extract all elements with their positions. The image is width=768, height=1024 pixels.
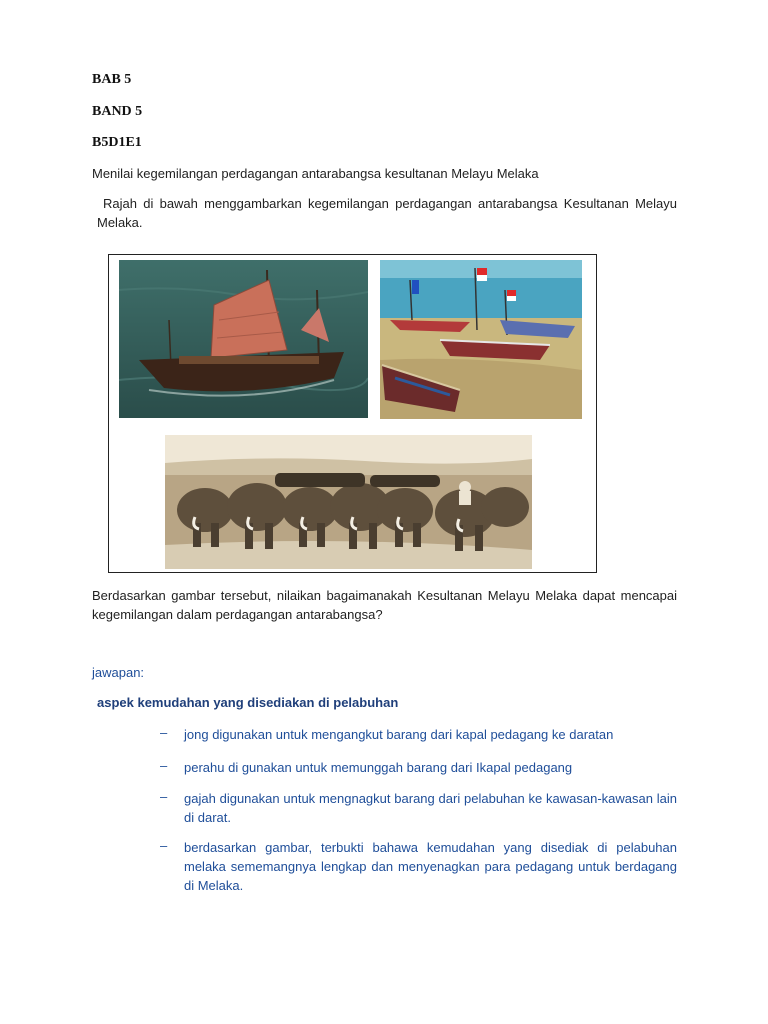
bullet-marker: – bbox=[160, 838, 168, 853]
fishing-boats-painting bbox=[380, 260, 582, 419]
bullet-marker: – bbox=[160, 758, 168, 773]
band-heading: BAND 5 bbox=[92, 104, 143, 119]
answer-label: jawapan: bbox=[92, 665, 145, 680]
figure-frame bbox=[108, 254, 597, 573]
code-heading: B5D1E1 bbox=[92, 135, 142, 150]
question-text: Berdasarkan gambar tersebut, nilaikan bagaimanakah Kesultanan Melayu Melaka dapat mencapai kegemilangan dalam perdagangan antarabangsa? bbox=[92, 588, 677, 622]
bab-heading: BAB 5 bbox=[92, 72, 132, 87]
answer-point: jong digunakan untuk mengangkut barang dari kapal pedagang ke daratan bbox=[184, 727, 614, 742]
ship-photo bbox=[119, 260, 368, 418]
answer-heading: aspek kemudahan yang disediakan di pelabuhan bbox=[97, 695, 399, 710]
answer-point: gajah digunakan untuk mengnagkut barang dari pelabuhan ke kawasan-kawasan lain di darat. bbox=[184, 791, 677, 825]
elephants-sepia-photo bbox=[165, 435, 532, 569]
bullet-marker: – bbox=[160, 789, 168, 804]
answer-point: berdasarkan gambar, terbukti bahawa kemudahan yang disediak di pelabuhan melaka sememangnya lengkap dan menyenagkan para pedagang untuk berdagang di Melaka. bbox=[184, 840, 677, 893]
objective-text: Menilai kegemilangan perdagangan antarabangsa kesultanan Melayu Melaka bbox=[92, 166, 539, 181]
answer-point: perahu di gunakan untuk memunggah barang dari Ikapal pedagang bbox=[184, 760, 573, 775]
bullet-marker: – bbox=[160, 725, 168, 740]
intro-text: Rajah di bawah menggambarkan kegemilangan perdagangan antarabangsa Kesultanan Melayu Melaka. bbox=[97, 196, 677, 230]
